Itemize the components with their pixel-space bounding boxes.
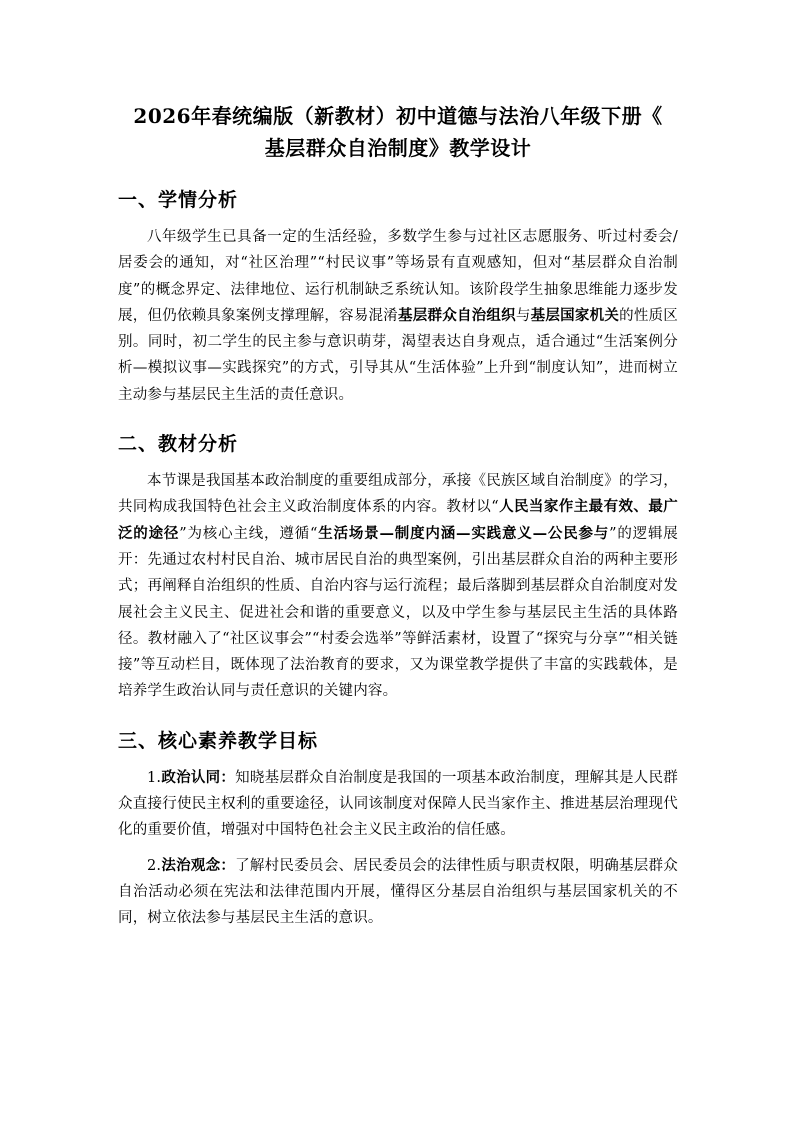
section-heading: 一、学情分析 [118, 189, 239, 211]
section-heading: 三、核心素养教学目标 [118, 729, 319, 752]
section-textbook-analysis [118, 430, 678, 705]
document-page [118, 100, 678, 954]
objective-label: 政治认同： [161, 768, 236, 786]
objective-text: 知晓基层群众自治制度是我国的一项基本政治制度，理解其是人民群众直接行使民主权利的重要途径，认同该制度对保障人民当家作主、推进基层治理现代化的重要价值，增强对中国特色社会主义民主政治的信任感。 [118, 769, 679, 839]
objective-number: 2. [147, 857, 162, 874]
bold-term: 基层群众自治组织 [398, 306, 516, 324]
objective-number: 1. [147, 769, 162, 786]
title-line-1: 2026年春统编版（新教材）初中道德与法治八年级下册《 [133, 104, 663, 128]
bold-term: 基层国家机关 [530, 306, 620, 324]
section-student-analysis [118, 186, 678, 408]
paragraph-text: ”为核心主线，遵循“ [179, 525, 318, 542]
paragraph-text: 本节课是我国基本政治制度的重要组成部分，承接《民族区域自治制度》的学习，共同构成我国特色社会主义政治制度体系的内容。教材以“ [118, 473, 678, 516]
paragraph-text: 八年级学生已具备一定的生活经验，多数学生参与过社区志愿服务、听过村委会/居委会的通知，对“社区治理”“村民议事”等场景有直观感知，但对“基层群众自治制度”的概念界定、法律地位、运行机制缺乏系统认知。该阶段学生抽象思维能力逐步发展，但仍依赖具象案例支撑理解，容易混淆 [118, 229, 678, 324]
paragraph-text: 的性质区别。同时，初二学生的民主参与意识萌芽，渴望表达自身观点，适合通过“生活案例分析—模拟议事—实践探究”的方式，引导其从“生活体验”上升到“制度认知”，进而树立主动参与基层民主生活的责任意识。 [118, 307, 678, 403]
objective-label: 法治观念： [161, 856, 236, 874]
objective-item [118, 853, 678, 932]
section-paragraph [118, 224, 678, 408]
bold-term: 人民当家作主最有效、最广泛的途径 [118, 498, 678, 542]
paragraph-text: 与 [515, 307, 531, 324]
bold-term: 生活场景—制度内涵—实践意义—公民参与 [317, 524, 610, 542]
objective-item [118, 765, 678, 844]
objective-text: 了解村民委员会、居民委员会的法律性质与职责权限，明确基层群众自治活动必须在宪法和法律范围内开展，懂得区分基层自治组织与基层国家机关的不同，树立依法参与基层民主生活的意识。 [118, 857, 679, 927]
section-teaching-objectives [118, 727, 678, 932]
paragraph-text: ”的逻辑展开：先通过农村村民自治、城市居民自治的典型案例，引出基层群众自治的两种主要形式；再阐释自治组织的性质、自治内容与运行流程；最后落脚到基层群众自治制度对发展社会主义民主、促进社会和谐的重要意义，以及中学生参与基层民主生活的具体路径。教材融入了“社区议事会”“村委会选举”等鲜活素材，设置了“探究与分享”“相关链接”等互动栏目，既体现了法治教育的要求，又为课堂教学提供了丰富的实践载体，是培养学生政治认同与责任意识的关键内容。 [118, 525, 678, 700]
section-heading: 二、教材分析 [118, 433, 239, 456]
section-paragraph [118, 468, 678, 705]
title-line-2: 基层群众自治制度》教学设计 [264, 136, 532, 160]
document-title [118, 100, 678, 164]
